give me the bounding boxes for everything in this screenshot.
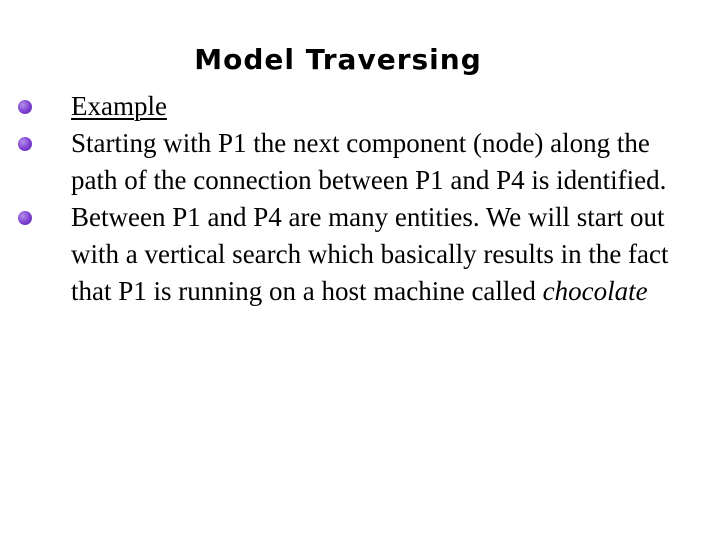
bullet-dot-icon [18,100,32,114]
bullet-item-example [18,88,698,125]
host-name-emphasis: chocolate [542,276,648,306]
bullet-item-starting [18,125,698,199]
bullet-list [18,88,698,310]
bullet-text: Between P1 and P4 are many entities. We will start out with a vertical search which basically results in the fact that P1 is running on a host machine called [71,202,669,306]
bullet-dot-icon [18,211,32,225]
bullet-item-between [18,199,698,310]
slide-title: Model Traversing [194,43,482,76]
example-link[interactable]: Example [71,91,167,121]
bullet-text: Starting with P1 the next component (node) along the path of the connection between P1 and P4 is identified. [71,128,667,195]
bullet-dot-icon [18,137,32,151]
